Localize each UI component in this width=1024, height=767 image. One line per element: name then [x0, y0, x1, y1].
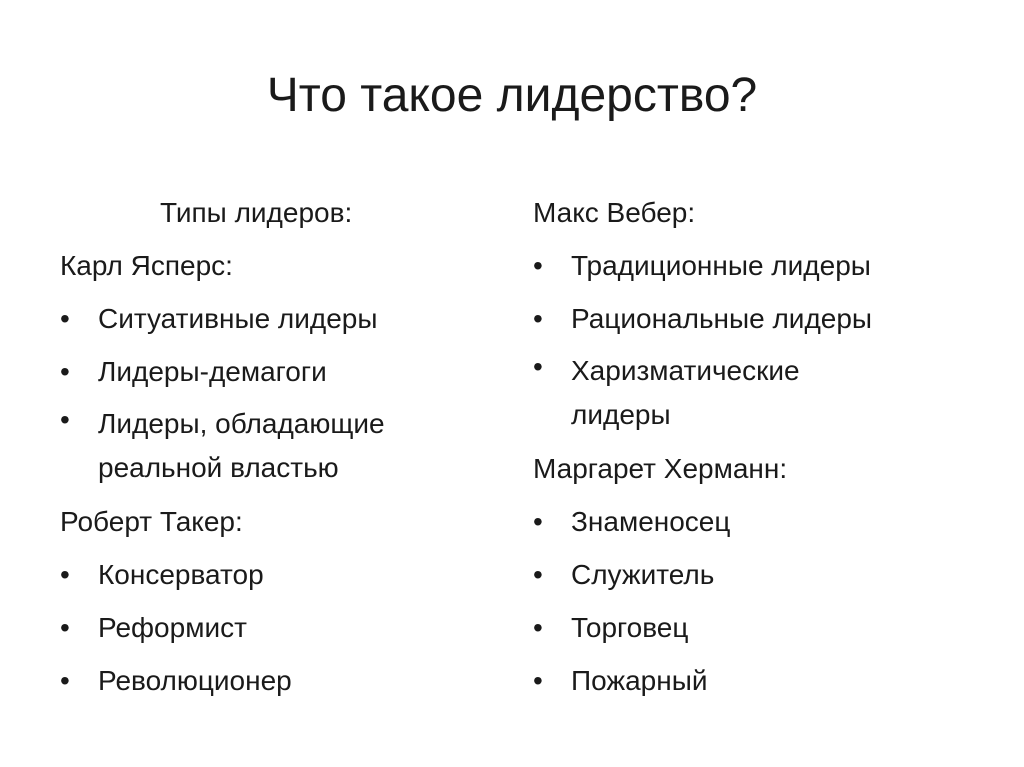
bullet-icon: •: [60, 356, 70, 387]
left-column: [60, 186, 480, 707]
group-heading-hermann: Маргарет Херманн:: [533, 453, 788, 484]
list-item-text: Знаменосец: [571, 506, 731, 537]
list-item: [60, 345, 480, 398]
list-item: [533, 601, 973, 654]
weber-list: [533, 239, 973, 442]
bullet-icon: •: [60, 665, 70, 696]
right-column: [533, 186, 973, 707]
list-item-text: Консерватор: [98, 559, 264, 590]
list-item-text: Ситуативные лидеры: [98, 303, 378, 334]
list-item: [60, 548, 480, 601]
list-item-text: Лидеры, обладающие реальной властью: [98, 408, 385, 483]
jaspers-list: [60, 292, 480, 495]
bullet-icon: •: [533, 351, 543, 382]
list-item: [533, 654, 973, 707]
bullet-icon: •: [533, 303, 543, 334]
bullet-icon: •: [533, 250, 543, 281]
list-item-text: Рациональные лидеры: [571, 303, 873, 334]
slide-title: Что такое лидерство?: [266, 69, 758, 122]
list-item: [533, 548, 973, 601]
tucker-list: [60, 548, 480, 707]
list-item-text: Харизматические лидеры: [571, 355, 800, 430]
bullet-icon: •: [533, 612, 543, 643]
list-item-text: Служитель: [571, 559, 715, 590]
list-item: [533, 239, 973, 292]
list-item-text: Реформист: [98, 612, 247, 643]
bullet-icon: •: [60, 612, 70, 643]
list-item: [60, 398, 480, 495]
list-item-text: Лидеры-демагоги: [98, 356, 327, 387]
list-item-text: Торговец: [571, 612, 689, 643]
list-item: [60, 601, 480, 654]
group-heading-tucker: Роберт Такер:: [60, 506, 243, 537]
bullet-icon: •: [533, 506, 543, 537]
group-heading-weber: Макс Вебер:: [533, 197, 696, 228]
list-item: [533, 345, 851, 442]
list-item-text: Традиционные лидеры: [571, 250, 871, 281]
list-item: [533, 292, 973, 345]
group-heading-jaspers: Карл Ясперс:: [60, 250, 233, 281]
hermann-list: [533, 495, 973, 707]
bullet-icon: •: [60, 559, 70, 590]
list-item-text: Революционер: [98, 665, 292, 696]
list-item: [533, 495, 973, 548]
bullet-icon: •: [533, 559, 543, 590]
bullet-icon: •: [60, 404, 70, 435]
list-item: [60, 292, 480, 345]
bullet-icon: •: [60, 303, 70, 334]
list-item: [60, 654, 480, 707]
bullet-icon: •: [533, 665, 543, 696]
list-item-text: Пожарный: [571, 665, 708, 696]
leader-types-heading: Типы лидеров:: [160, 197, 353, 228]
